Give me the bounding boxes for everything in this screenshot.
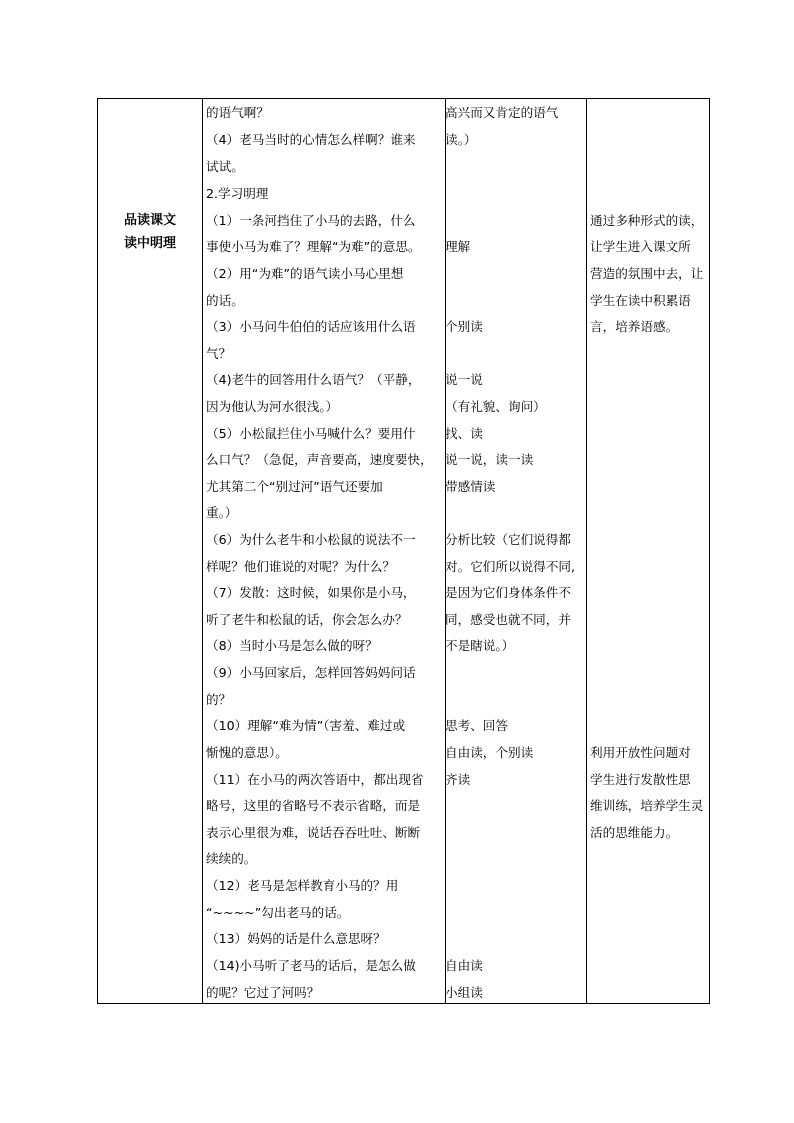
text-line: 的呢？它过了河吗？ [206, 985, 320, 1000]
text-line: （10）理解“难为情”（害羞、难过或 [206, 718, 406, 733]
text-line: （2）用“为难”的语气读小马心里想 [206, 266, 404, 281]
text-line: 事使小马为难了？理解“为难”的意思。 [206, 239, 421, 254]
text-line: 营造的氛围中去，让 [590, 266, 704, 281]
text-line: 维训练，培养学生灵 [590, 798, 704, 813]
text-line: 说一说，读一读 [445, 452, 534, 467]
text-line: （13）妈妈的话是什么意思呀？ [206, 931, 386, 946]
text-line: 自由读 [445, 958, 483, 973]
design-intent-cell [586, 99, 709, 1004]
text-line: 学生在读中积累语 [590, 293, 691, 308]
text-line: 试试。 [206, 159, 244, 174]
text-line: 思考、回答 [445, 718, 508, 733]
text-line: 同，感受也就不同，并 [445, 612, 571, 627]
text-line: 不是瞎说。） [445, 638, 515, 653]
stage-label [98, 209, 202, 255]
stage-label-line: 读中明理 [123, 236, 176, 251]
text-line: 续续的。 [206, 851, 257, 866]
text-line: 读。） [445, 132, 477, 147]
text-line: 表示心里很为难，说话吞吞吐吐、断断 [206, 825, 421, 840]
text-line: 带感情读 [445, 479, 496, 494]
text-line: 个别读 [445, 319, 483, 334]
text-line: 听了老牛和松鼠的话，你会怎么办？ [206, 612, 408, 627]
text-line: 让学生进入课文所 [590, 239, 691, 254]
text-line: 重。） [206, 505, 238, 520]
text-line: 么口气？（急促，声音要高，速度要快， [206, 452, 433, 467]
text-line: 说一说 [445, 372, 483, 387]
text-line: 分析比较（它们说得都 [445, 532, 571, 547]
text-line: 自由读，个别读 [445, 745, 534, 760]
text-line: 对。它们所以说得不同, [445, 559, 575, 574]
text-line: 学生进行发散性思 [590, 772, 691, 787]
text-line: 气？ [206, 346, 232, 361]
text-line: （3）小马问牛伯伯的话应该用什么语 [206, 319, 416, 334]
text-line: （有礼貌、询问） [445, 399, 546, 414]
text-line: （4）老马当时的心情怎么样啊？谁来 [206, 132, 416, 147]
student-activity-cell [446, 99, 586, 1004]
text-line: 小组读 [445, 985, 483, 1000]
text-line: 的话。 [206, 293, 244, 308]
text-line: 活的思维能力。 [590, 825, 679, 840]
text-line: （8）当时小马是怎么做的呀？ [206, 638, 378, 653]
text-line: 样呢？他们谁说的对呢？为什么？ [206, 559, 395, 574]
text-line: 高兴而又肯定的语气 [445, 105, 559, 120]
text-line: 尤其第二个“别过河”语气还要加 [206, 479, 383, 494]
text-line: （5）小松鼠拦住小马喊什么？要用什 [206, 426, 416, 441]
text-line: （14)小马听了老马的话后，是怎么做 [206, 958, 416, 973]
text-line: （11）在小马的两次答语中，都出现省 [206, 772, 424, 787]
text-line: 惭愧的意思）。 [206, 745, 288, 760]
text-line: 利用开放性问题对 [590, 745, 691, 760]
text-line: 的？ [206, 692, 232, 707]
text-line: 因为他认为河水很浅。） [206, 399, 339, 414]
text-line: 的语气啊？ [206, 105, 269, 120]
text-line: 齐读 [445, 772, 471, 787]
text-line: 通过多种形式的读， [590, 213, 704, 228]
text-line: （9）小马回家后，怎样回答妈妈问话 [206, 665, 416, 680]
text-line: （6）为什么老牛和小松鼠的说法不一 [206, 532, 416, 547]
text-line: 理解 [445, 239, 471, 254]
text-line: （7）发散：这时候，如果你是小马， [206, 585, 416, 600]
text-line: （4)老牛的回答用什么语气？（平静， [206, 372, 421, 387]
stage-label-line: 品读课文 [123, 213, 176, 228]
text-line: 言，培养语感。 [590, 319, 679, 334]
text-line: “~~~~”勾出老马的话。 [206, 905, 350, 920]
text-line: 2.学习明理 [206, 186, 269, 201]
text-line: （1）一条河挡住了小马的去路，什么 [206, 213, 416, 228]
text-line: 是因为它们身体条件不 [445, 585, 571, 600]
text-line: （12）老马是怎样教育小马的？用 [206, 878, 399, 893]
text-line: 略号，这里的省略号不表示省略，而是 [206, 798, 421, 813]
text-line: 找、读 [445, 426, 483, 441]
